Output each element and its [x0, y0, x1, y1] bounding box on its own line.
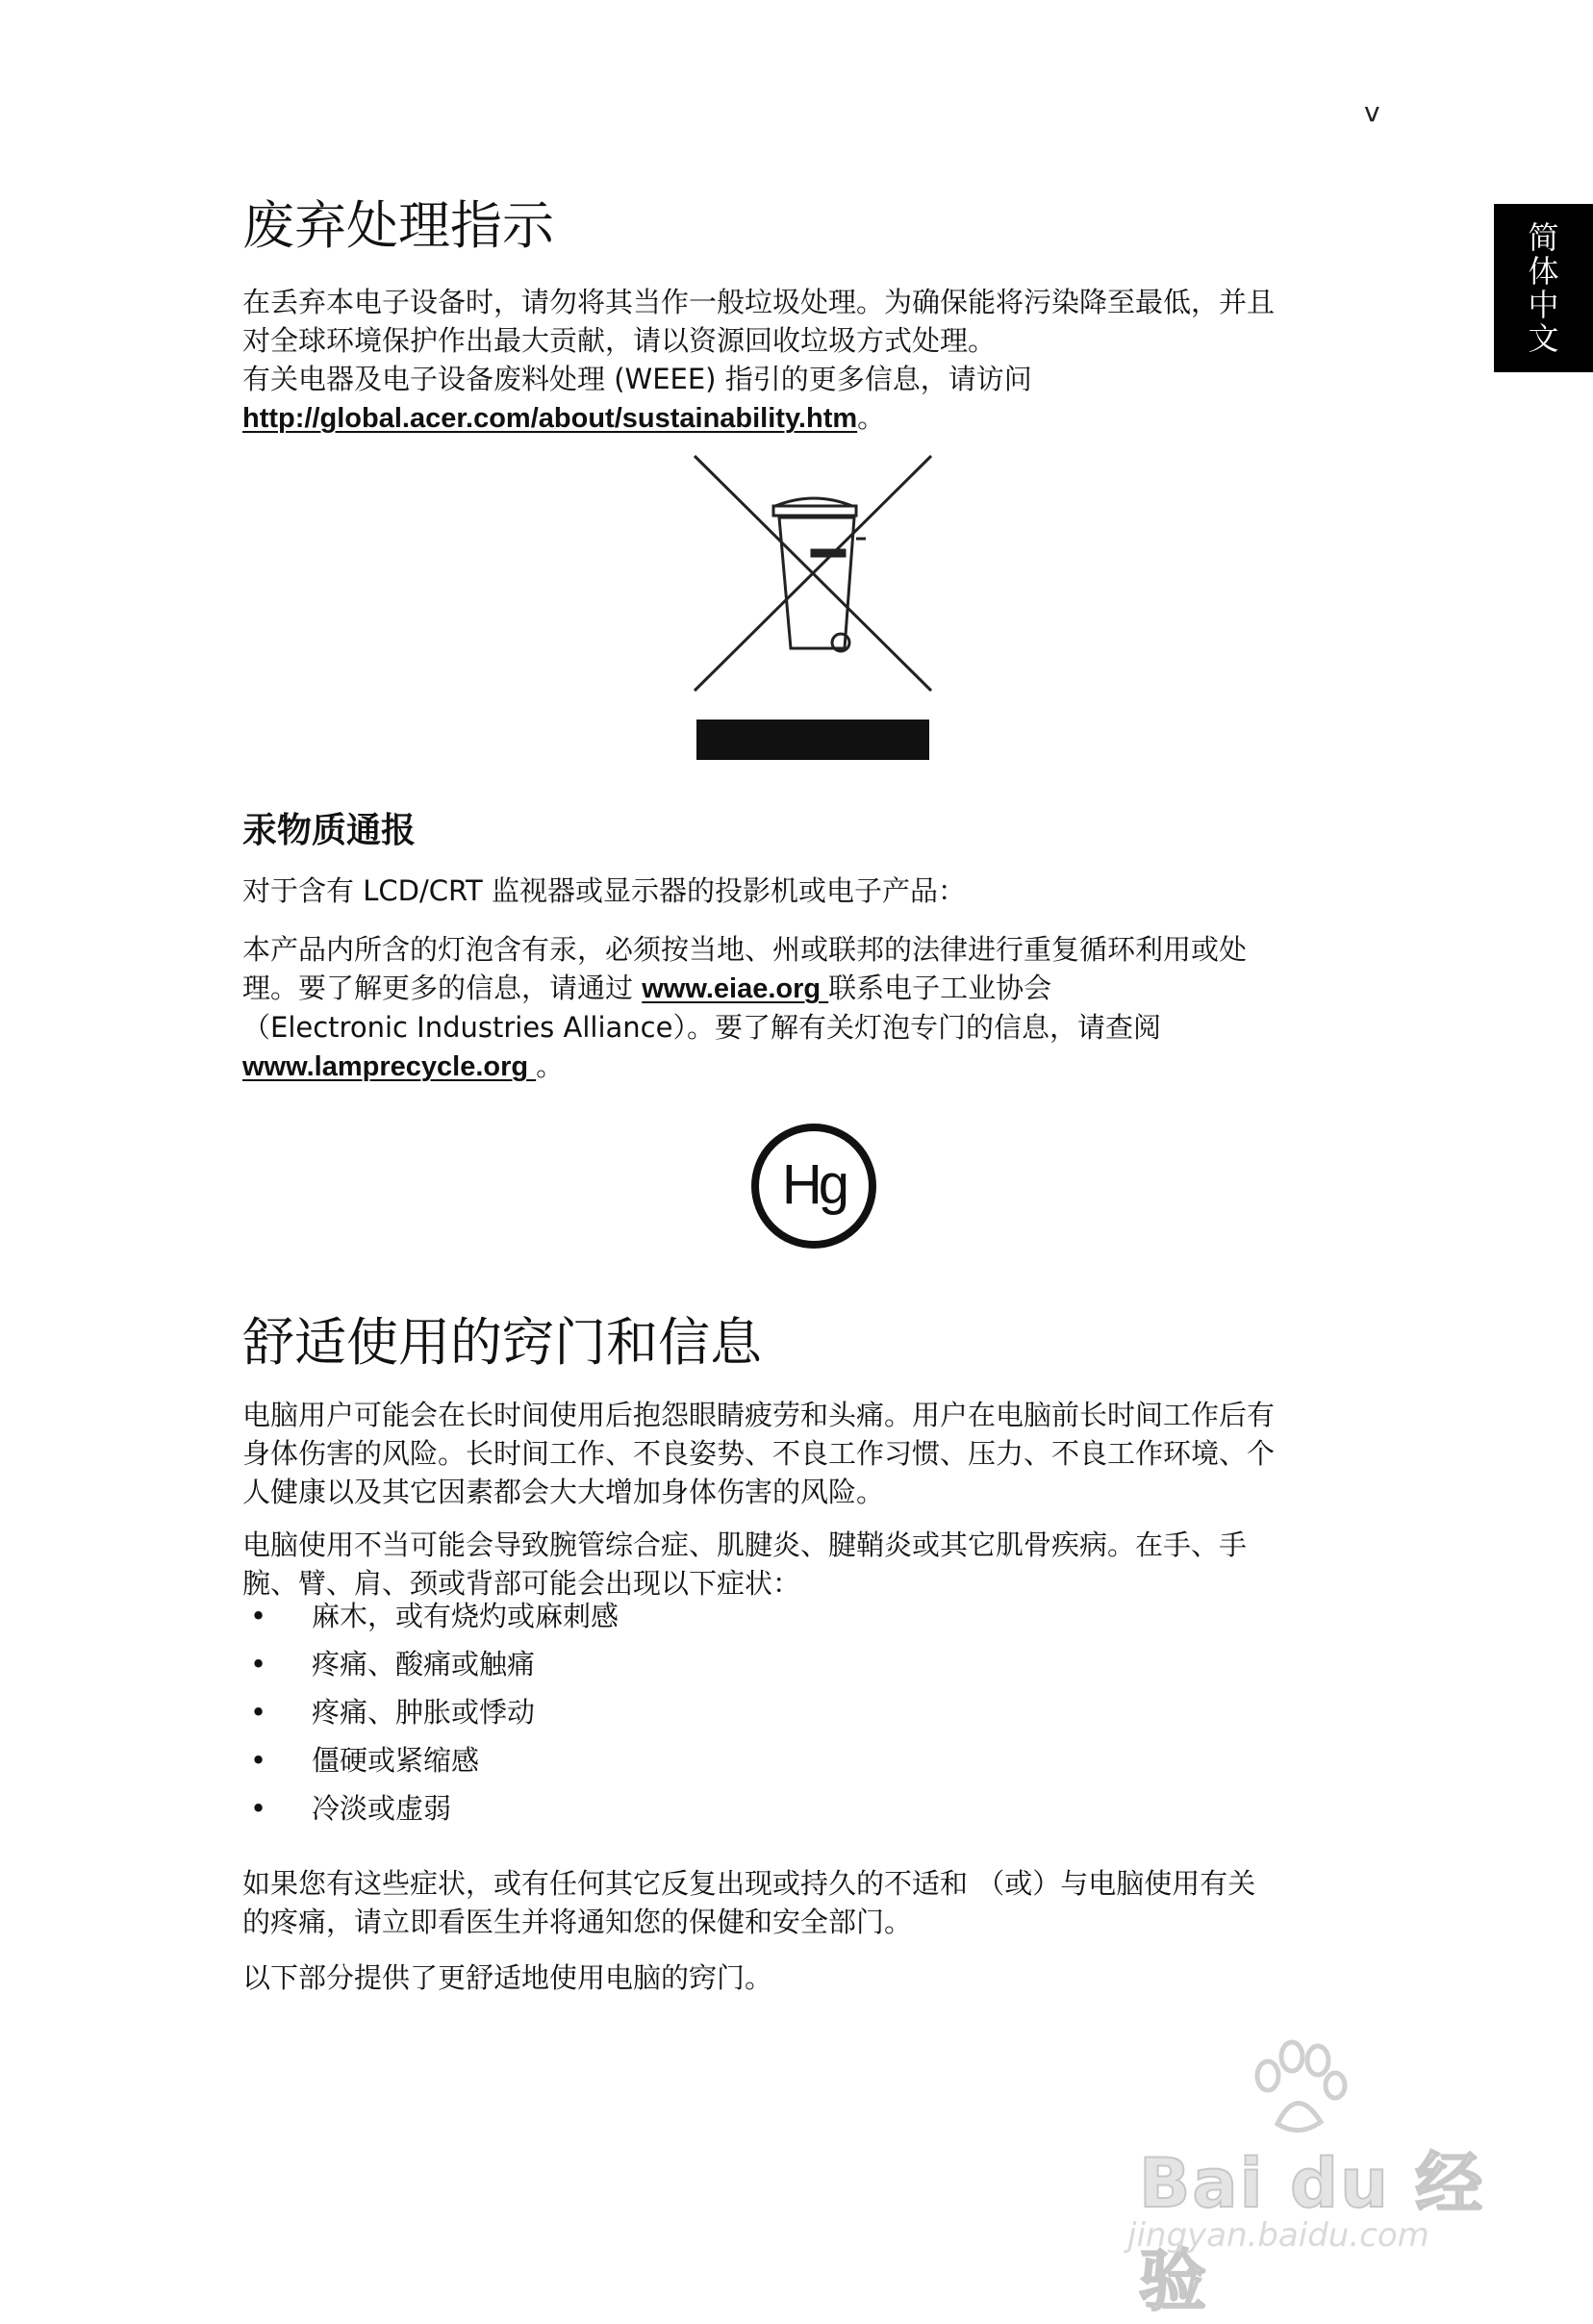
lamprecycle-link[interactable]: www.lamprecycle.org: [242, 1051, 537, 1082]
mercury-heading: 汞物质通报: [242, 811, 417, 850]
text-line: 有关电器及电子设备废料处理 (WEEE) 指引的更多信息，请访问: [242, 363, 1032, 395]
page-number: v: [1364, 96, 1380, 128]
eiae-link[interactable]: www.eiae.org: [642, 973, 829, 1004]
text-line: [242, 398, 1378, 438]
bullet-icon: •: [250, 1600, 267, 1632]
list-item: [242, 1789, 619, 1837]
text-line: （Electronic Industries Alliance）。要了解有关灯泡专门的信息，请查阅: [242, 1011, 1161, 1044]
text-line: 电脑使用不当可能会导致腕管综合症、肌腱炎、腱鞘炎或其它肌骨疾病。在手、手: [242, 1528, 1248, 1561]
text-line: 身体伤害的风险。长时间工作、不良姿势、不良工作习惯、压力、不良工作环境、个: [242, 1437, 1276, 1470]
comfort-paragraph-2: [242, 1526, 1378, 1603]
list-item-text: 麻木，或有烧灼或麻刺感: [312, 1600, 620, 1632]
text-line: 腕、臂、肩、颈或背部可能会出现以下症状：: [242, 1567, 801, 1600]
text-line: [242, 1047, 1378, 1086]
list-item: [242, 1693, 619, 1741]
watermark-url: jingyan.baidu.com: [1127, 2216, 1429, 2255]
list-item: [242, 1741, 619, 1789]
text-line: 以下部分提供了更舒适地使用电脑的窍门。: [242, 1961, 773, 1994]
mercury-paragraph: [242, 930, 1378, 1086]
punctuation: 。: [536, 1049, 565, 1082]
language-tab-char: 体: [1528, 252, 1559, 290]
bullet-icon: •: [250, 1792, 267, 1825]
symptom-list: [242, 1597, 619, 1837]
mercury-intro: [242, 872, 1378, 910]
text-line: 人健康以及其它因素都会大大增加身体伤害的风险。: [242, 1476, 885, 1508]
bullet-icon: •: [250, 1696, 267, 1729]
language-tab: [1494, 204, 1593, 372]
list-item: [242, 1645, 619, 1693]
text-line: [242, 969, 1378, 1008]
paw-icon: [1239, 2037, 1354, 2143]
text-line: 对全球环境保护作出最大贡献，请以资源回收垃圾方式处理。: [242, 324, 997, 357]
text-line: 如果您有这些症状，或有任何其它反复出现或持久的不适和 （或）与电脑使用有关: [242, 1867, 1256, 1900]
text-span: 理。要了解更多的信息，请通过: [242, 972, 643, 1004]
text-line: 的疼痛，请立即看医生并将通知您的保健和安全部门。: [242, 1906, 913, 1938]
comfort-paragraph-3: [242, 1864, 1378, 1941]
baidu-watermark: [1124, 2037, 1489, 2320]
crossed-out-wheelie-bin-icon: [691, 450, 937, 700]
comfort-paragraph-4: [242, 1958, 1378, 1997]
sustainability-link[interactable]: http://global.acer.com/about/sustainability.htm: [242, 403, 858, 434]
text-span: 联系电子工业协会: [828, 972, 1052, 1004]
language-tab-char: 文: [1528, 319, 1559, 357]
text-line: 对于含有 LCD/CRT 监视器或显示器的投影机或电子产品：: [242, 874, 966, 907]
list-item-text: 僵硬或紧缩感: [312, 1744, 480, 1777]
black-bar: [696, 720, 929, 760]
mercury-hg-icon: [748, 1121, 879, 1251]
text-line: 电脑用户可能会在长时间使用后抱怨眼睛疲劳和头痛。用户在电脑前长时间工作后有: [242, 1399, 1276, 1431]
comfort-paragraph-1: [242, 1396, 1378, 1511]
text-line: 本产品内所含的灯泡含有汞，必须按当地、州或联邦的法律进行重复循环利用或处: [242, 933, 1248, 966]
bullet-icon: •: [250, 1648, 267, 1680]
list-item-text: 疼痛、酸痛或触痛: [312, 1648, 536, 1680]
list-item-text: 冷淡或虚弱: [312, 1792, 452, 1825]
list-item: [242, 1597, 619, 1645]
text-line: 在丢弃本电子设备时，请勿将其当作一般垃圾处理。为确保能将污染降至最低，并且: [242, 286, 1276, 318]
punctuation: 。: [857, 401, 886, 434]
comfort-heading: 舒适使用的窍门和信息: [242, 1312, 762, 1373]
disposal-heading: 废弃处理指示: [242, 195, 554, 256]
disposal-paragraph: [242, 283, 1378, 438]
language-tab-char: 简: [1528, 218, 1559, 256]
language-tab-char: 中: [1528, 286, 1559, 323]
watermark-brand: Bai du 经验: [1139, 2144, 1485, 2320]
bullet-icon: •: [250, 1744, 267, 1777]
hg-label: Hg: [781, 1153, 847, 1216]
list-item-text: 疼痛、肿胀或悸动: [312, 1696, 536, 1729]
